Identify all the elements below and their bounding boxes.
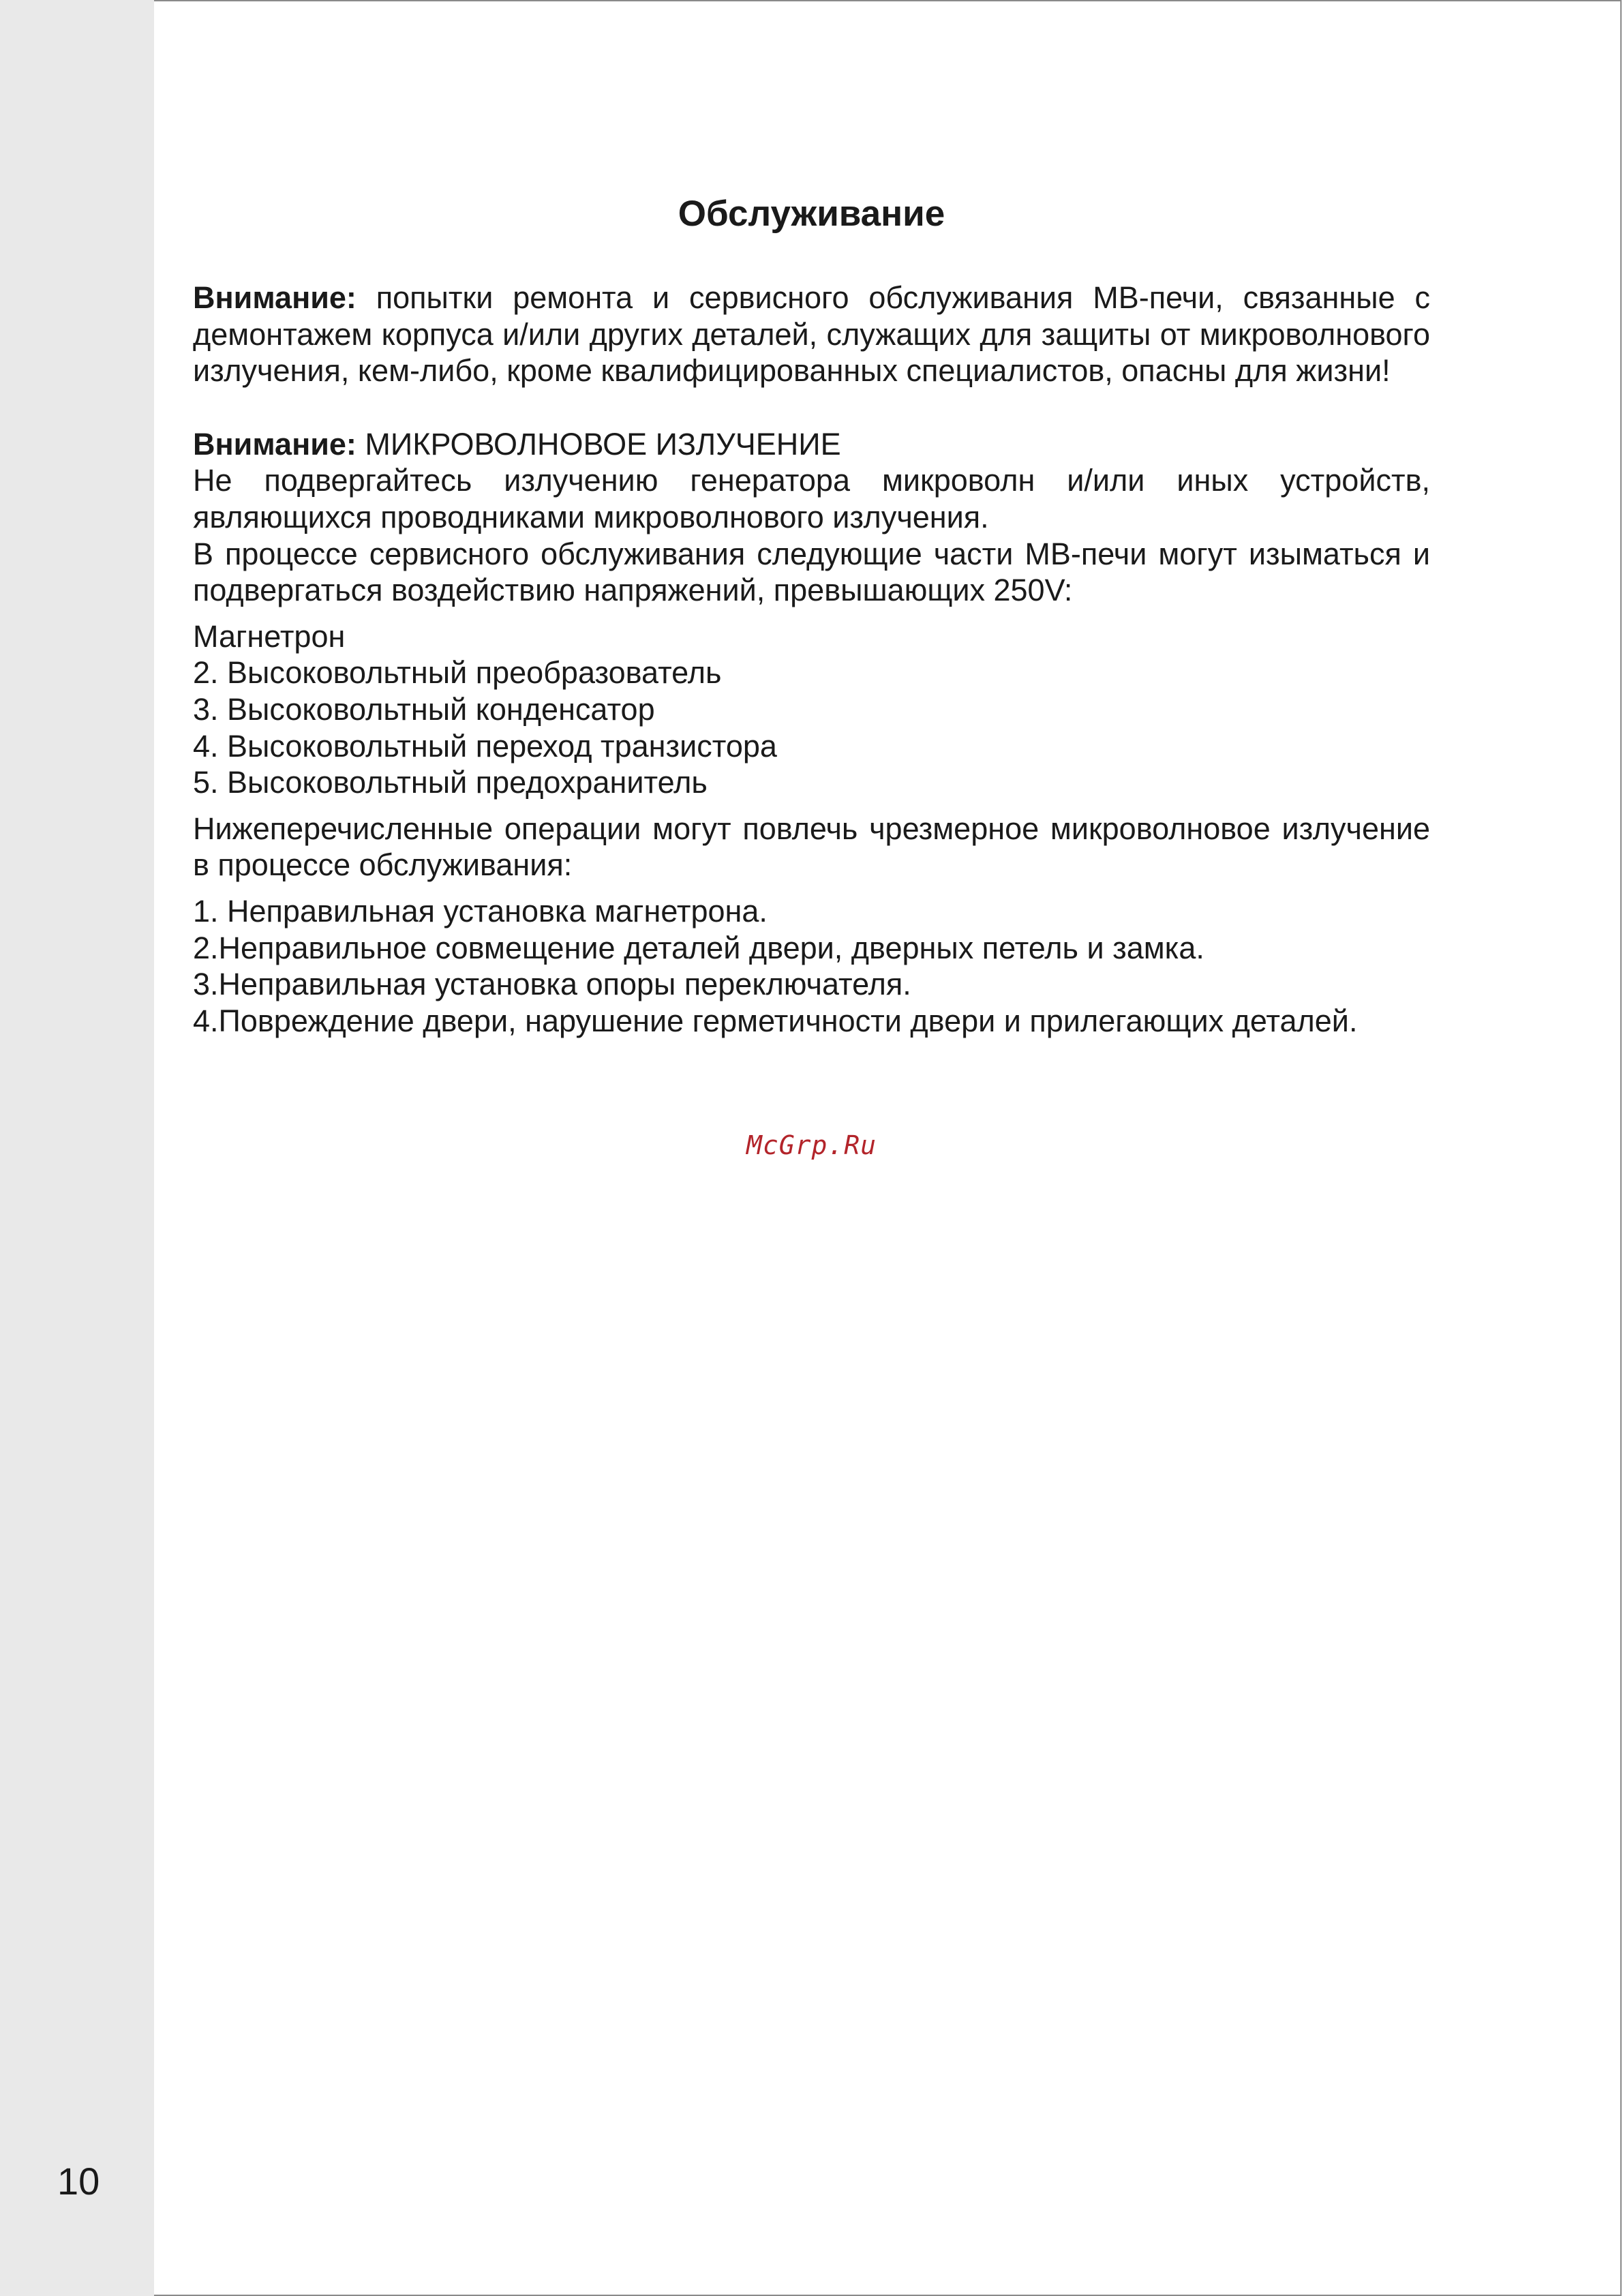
list-item: 4.Повреждение двери, нарушение герметичности двери и прилегающих деталей. — [193, 1003, 1358, 1038]
list-item: 2.Неправильное совмещение деталей двери, дверных петель и замка. — [193, 930, 1204, 965]
high-voltage-parts-list — [193, 618, 1430, 801]
list-item: 3. Высоковольтный конденсатор — [193, 691, 655, 727]
list-item: Магнетрон — [193, 618, 346, 654]
radiation-paragraph-1: Не подвергайтесь излучению генератора микроволн и/или иных устройств, являющихся проводниками микроволнового излучения. — [193, 463, 1430, 534]
radiation-heading-text: МИКРОВОЛНОВОЕ ИЗЛУЧЕНИЕ — [356, 426, 841, 462]
warning-label: Внимание: — [193, 280, 357, 315]
list-item: 3.Неправильная установка опоры переключателя. — [193, 967, 911, 1002]
warning-label: Внимание: — [193, 426, 357, 462]
warning-repair-paragraph — [193, 280, 1430, 389]
operations-intro-paragraph: Нижеперечисленные операции могут повлечь чрезмерное микроволновое излучение в процессе обслуживания: — [193, 811, 1430, 883]
list-item: 4. Высоковольтный переход транзистора — [193, 728, 777, 764]
page-number: 10 — [57, 2160, 100, 2203]
page-content — [193, 192, 1430, 1039]
list-item: 5. Высоковольтный предохранитель — [193, 765, 708, 800]
radiation-paragraph-2: В процессе сервисного обслуживания следующие части МВ-печи могут изыматься и подвергаться воздействию напряжений, превышающих 250V: — [193, 536, 1430, 608]
dangerous-operations-list — [193, 893, 1430, 1039]
watermark-text: McGrp.Ru — [746, 1130, 877, 1160]
warning-radiation-heading — [193, 426, 1430, 463]
warning-repair-text: попытки ремонта и сервисного обслуживания МВ-печи, связанные с демонтажем корпуса и/или других деталей, служащих для защиты от микроволнового излучения, кем-либо, кроме квалифицированных специалистов, опасны для жизни! — [193, 280, 1430, 389]
list-item: 2. Высоковольтный преобразователь — [193, 655, 722, 691]
list-item: 1. Неправильная установка магнетрона. — [193, 893, 768, 928]
page-title: Обслуживание — [678, 194, 945, 234]
